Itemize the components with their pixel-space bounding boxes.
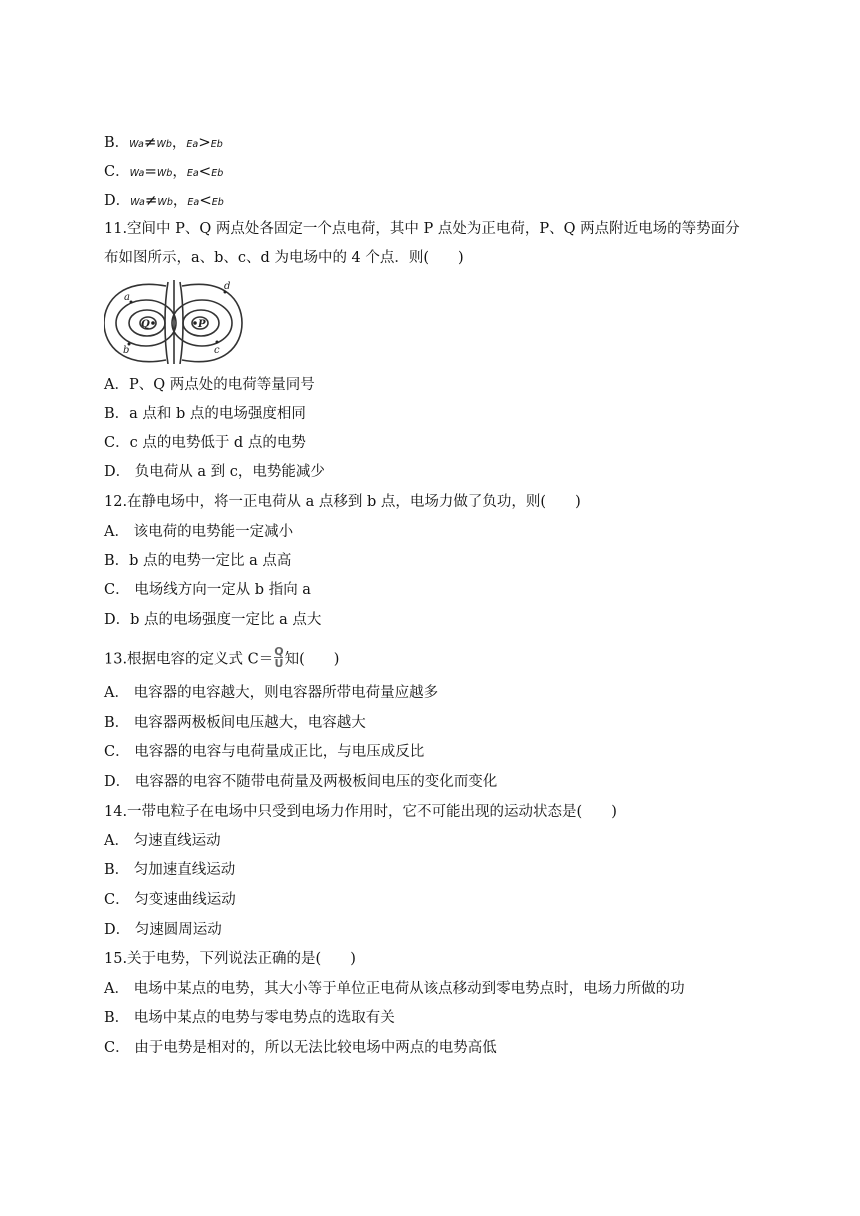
q11-option-b: B．a 点和 b 点的电场强度相同 (104, 406, 306, 422)
label-c: c (214, 345, 220, 356)
q10-option-d: D．Wa≠Wb，Ea<Eb (104, 191, 224, 209)
q15-option-b: B． 电场中某点的电势与零电势点的选取有关 (104, 1010, 395, 1026)
q12-stem: 12.在静电场中，将一正电荷从 a 点移到 b 点，电场力做了负功，则( ) (104, 494, 581, 510)
q13-option-d: D． 电容器的电容不随带电荷量及两极板间电压的变化而变化 (104, 774, 498, 790)
charge-p-dot (193, 321, 197, 325)
q11-option-a: A．P、Q 两点处的电荷等量同号 (104, 377, 315, 393)
q12-option-b: B．b 点的电势一定比 a 点高 (104, 553, 292, 569)
q10-option-b: B．Wa≠Wb，Ea>Eb (104, 133, 223, 151)
q14-option-d: D． 匀速圆周运动 (104, 922, 222, 938)
equipotential-figure (104, 280, 244, 364)
q11-option-d: D． 负电荷从 a 到 c，电势能减少 (104, 464, 325, 480)
q12-option-d: D．b 点的电场强度一定比 a 点大 (104, 612, 322, 628)
q11-option-c: C．c 点的电势低于 d 点的电势 (104, 435, 306, 451)
label-p: P (198, 319, 206, 330)
q15-option-a: A． 电场中某点的电势，其大小等于单位正电荷从该点移动到零电势点时，电场力所做的功 (104, 981, 685, 997)
p-equipotential-4 (182, 284, 242, 361)
middle-line-left (165, 282, 168, 364)
q14-option-b: B． 匀加速直线运动 (104, 862, 236, 878)
label-a: a (124, 292, 130, 303)
q12-option-a: A． 该电荷的电势能一定减小 (104, 524, 294, 540)
middle-line-right (180, 282, 183, 364)
q13-option-a: A． 电容器的电容越大，则电容器所带电荷量应越多 (104, 685, 439, 701)
q13-option-c: C． 电容器的电容与电荷量成正比，与电压成反比 (104, 744, 425, 760)
q10-option-c: C．Wa=Wb，Ea<Eb (104, 162, 224, 180)
capacitance-fraction: $\frac{Q}{U}$ (274, 645, 284, 670)
q15-option-c: C． 由于电势是相对的，所以无法比较电场中两点的电势高低 (104, 1040, 497, 1056)
q15-stem: 15.关于电势，下列说法正确的是( ) (104, 951, 356, 967)
label-d: d (224, 281, 231, 292)
label-b: b (123, 345, 130, 356)
q11-stem-line1: 11.空间中 P、Q 两点处各固定一个点电荷，其中 P 点处为正电荷，P、Q 两点附近电场的等势面分 (104, 221, 740, 237)
charge-q-dot (151, 321, 155, 325)
label-q: Q (141, 319, 150, 330)
point-c-dot (216, 341, 219, 344)
q14-stem: 14.一带电粒子在电场中只受到电场力作用时，它不可能出现的运动状态是( ) (104, 804, 617, 820)
q11-stem-line2: 布如图所示，a、b、c、d 为电场中的 4 个点．则( ) (104, 250, 464, 266)
q14-option-a: A． 匀速直线运动 (104, 833, 221, 849)
q12-option-c: C． 电场线方向一定从 b 指向 a (104, 582, 311, 598)
q13-stem: 13.根据电容的定义式 C＝ $\frac{Q}{U}$ 知( ) (104, 645, 340, 670)
q14-option-c: C． 匀变速曲线运动 (104, 892, 236, 908)
q13-option-b: B． 电容器两极板间电压越大，电容越大 (104, 715, 366, 731)
